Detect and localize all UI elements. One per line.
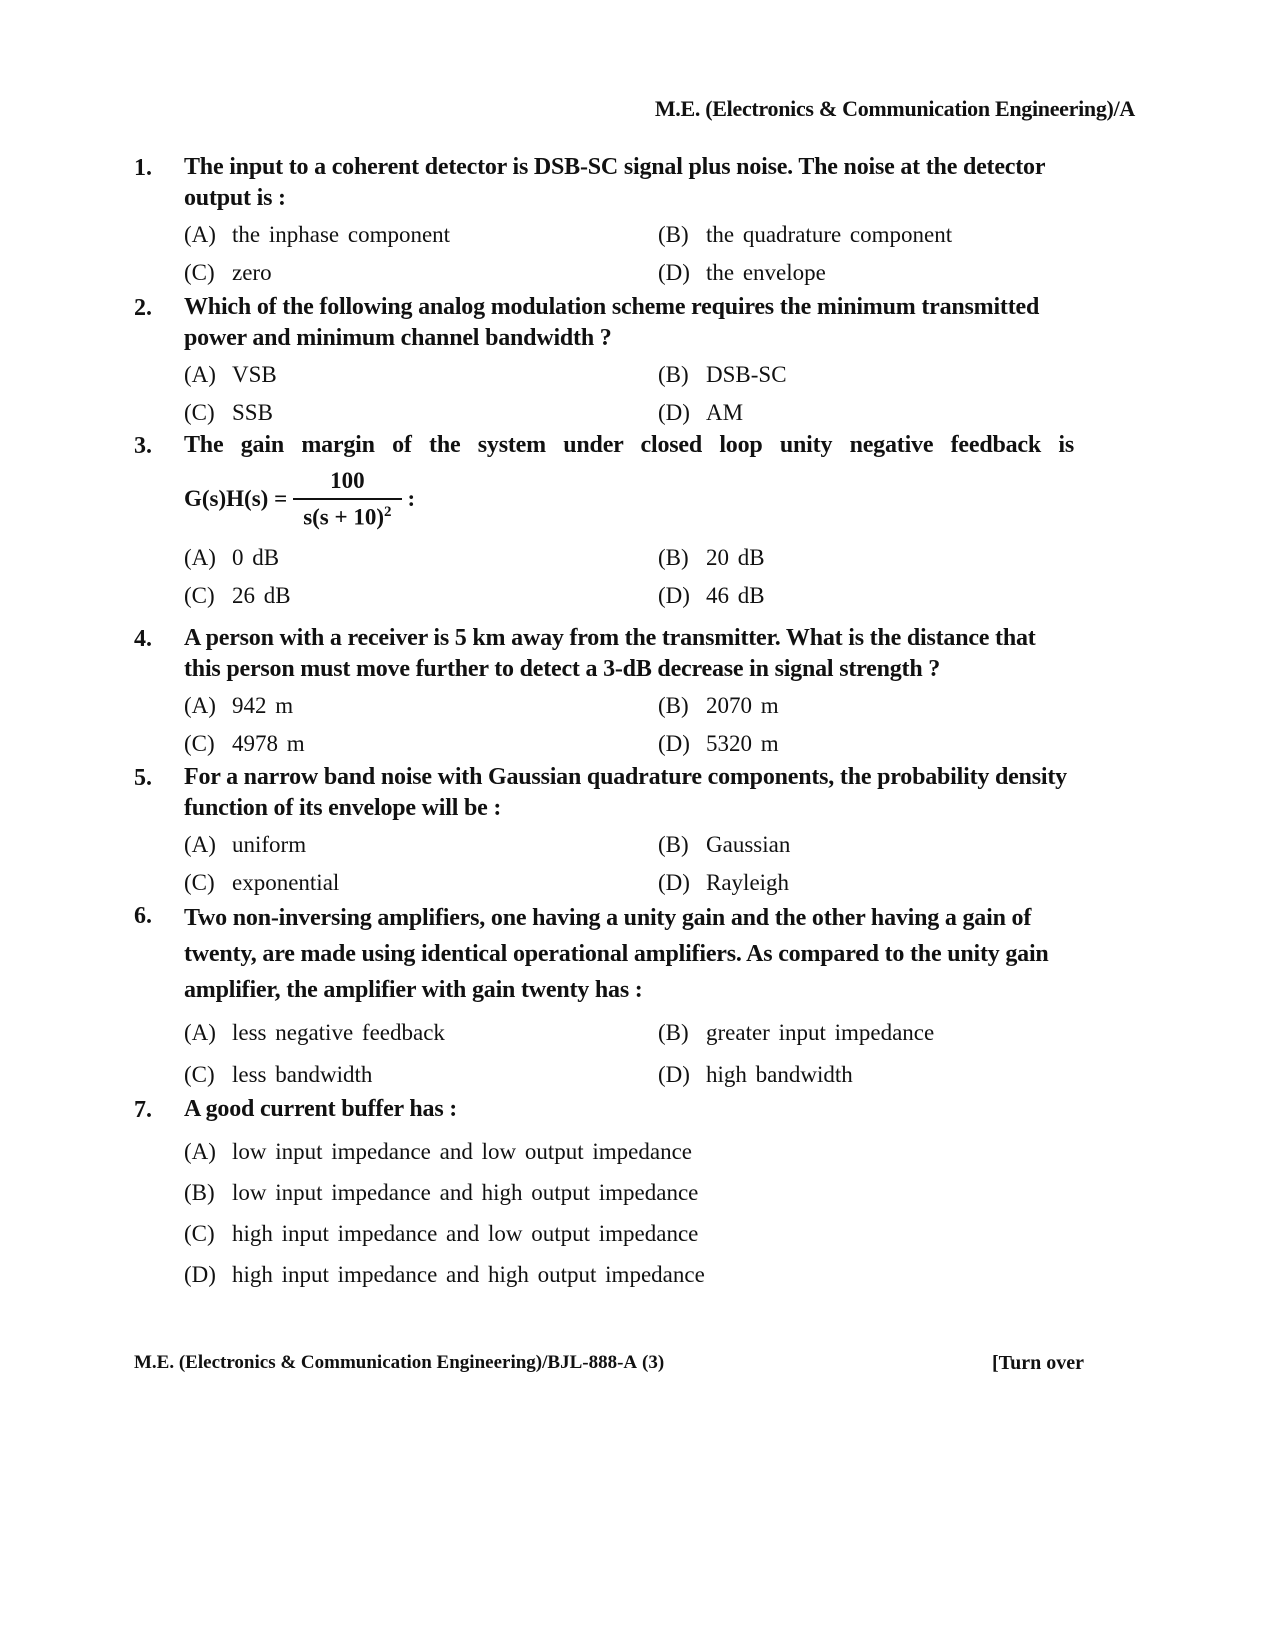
question-7 [134,1094,1084,1290]
question-text: The input to a coherent detector is DSB-SC signal plus noise. The noise at the detector output is : [184,154,1045,211]
question-1 [134,152,1084,288]
option-d: (D) high input impedance and high output impedance [184,1262,705,1287]
option-b: (B) 20 dB [658,544,765,570]
option-c: (C) exponential [184,870,340,895]
option-a: (A) VSB [184,362,277,387]
option-b: (B) 2070 m [658,693,779,718]
option-b: (B) DSB-SC [658,362,787,387]
formula-numerator: 100 [330,468,365,493]
question-number: 2. [134,295,152,321]
question-number: 4. [134,626,152,652]
option-a: (A) the inphase component [184,222,451,247]
question-5 [134,762,1084,898]
option-c: (C) less bandwidth [184,1062,373,1087]
option-c: (C) 4978 m [184,731,305,756]
footer-paper-code: M.E. (Electronics & Communication Engineering)/BJL-888-A [134,1352,638,1373]
option-c: (C) 26 dB [184,582,291,608]
option-a: (A) low input impedance and low output impedance [184,1139,692,1164]
question-text: The gain margin of the system under closed loop unity negative feedback is [184,432,1074,458]
option-c: (C) zero [184,260,272,285]
page-footer [134,1352,1084,1375]
option-d: (D) 46 dB [658,582,765,608]
option-d: (D) high bandwidth [658,1062,853,1087]
question-text: For a narrow band noise with Gaussian quadrature components, the probability density function of its envelope will be : [184,764,1067,821]
question-6 [134,900,1084,1090]
transfer-function-formula [184,468,1084,531]
option-d: (D) AM [658,400,744,425]
option-b: (B) greater input impedance [658,1020,935,1045]
option-d: (D) Rayleigh [658,870,790,895]
formula-denominator: $s(s + 10)^2$ [293,498,401,531]
question-number: 5. [134,765,152,791]
option-c: (C) high input impedance and low output impedance [184,1221,699,1246]
formula-suffix: : [407,486,416,512]
option-a: (A) uniform [184,832,307,857]
formula-exponent: 2 [384,504,392,520]
turn-over-note: [Turn over [991,1352,1084,1374]
running-header: M.E. (Electronics & Communication Engineering)/A [654,96,1135,121]
question-4 [134,623,1084,759]
option-b: (B) the quadrature component [658,222,953,247]
option-d: (D) 5320 m [658,731,779,756]
question-number: 7. [134,1097,152,1123]
option-d: (D) the envelope [658,260,826,285]
page-number: (3) [642,1352,665,1373]
option-b: (B) low input impedance and high output impedance [184,1180,699,1205]
option-b: (B) Gaussian [658,832,791,857]
question-text: Which of the following analog modulation scheme requires the minimum transmitted power and minimum channel bandwidth ? [184,294,1040,351]
option-a: (A) 942 m [184,693,294,718]
question-3 [134,430,1084,611]
question-text: A good current buffer has : [184,1096,458,1122]
question-number: 3. [134,433,152,459]
question-number: 6. [134,903,152,929]
question-number: 1. [134,155,152,181]
formula-fraction [293,468,401,531]
option-c: (C) SSB [184,400,273,425]
formula-lhs: G(s)H(s) = [184,486,288,512]
option-a: (A) less negative feedback [184,1020,445,1045]
option-a: (A) 0 dB [184,544,280,570]
question-2 [134,292,1084,428]
question-text: Two non-inversing amplifiers, one having a unity gain and the other having a gain of twenty, are made using identical operational amplifiers. As compared to the unity gain amplifier, the amplifier with gain twenty has : [184,905,1049,1003]
question-text: A person with a receiver is 5 km away from the transmitter. What is the distance that this person must move further to detect a 3-dB decrease in signal strength ? [184,625,1036,682]
